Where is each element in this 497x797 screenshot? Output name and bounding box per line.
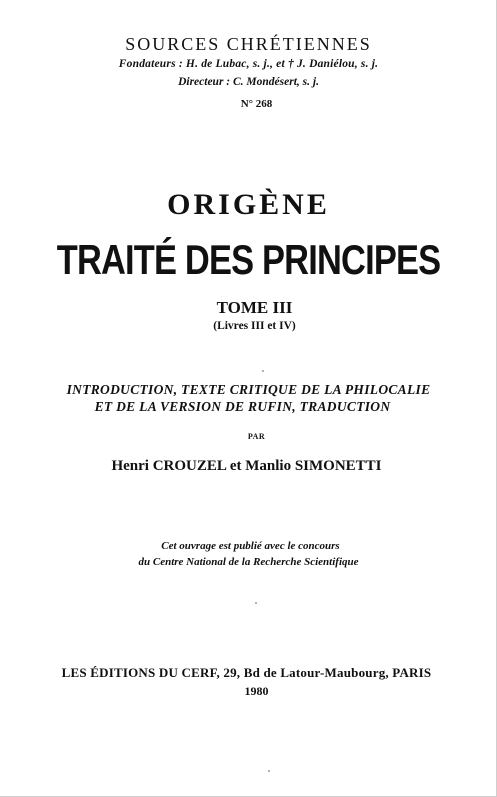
paper-speck	[268, 770, 270, 772]
notice-line-1: Cet ouvrage est publié avec le concours	[161, 540, 340, 552]
author-name: ORIGÈNE	[167, 188, 330, 221]
intro-line-2: ET DE LA VERSION DE RUFIN, TRADUCTION	[94, 399, 391, 414]
editors-line: Henri CROUZEL et Manlio SIMONETTI	[111, 458, 382, 474]
founders-line: Fondateurs : H. de Lubac, s. j., et † J. Daniélou, s. j.	[118, 58, 379, 70]
notice-line-2: du Centre National de la Recherche Scientifique	[138, 556, 359, 568]
publisher-line: LES ÉDITIONS DU CERF, 29, Bd de Latour-Maubourg, PARIS	[61, 665, 432, 680]
publication-year: 1980	[244, 684, 269, 698]
books-label: (Livres III et IV)	[213, 320, 296, 332]
series-title: SOURCES CHRÉTIENNES	[125, 34, 372, 54]
paper-speck	[262, 370, 264, 372]
par-label: PAR	[247, 432, 266, 441]
director-line: Directeur : C. Mondésert, s. j.	[178, 76, 319, 88]
book-title: TRAITÉ DES PRINCIPES	[56, 236, 441, 283]
volume-number: N° 268	[240, 98, 273, 110]
paper-speck	[255, 602, 257, 604]
intro-line-1: INTRODUCTION, TEXTE CRITIQUE DE LA PHILOCALIE	[66, 382, 431, 397]
tome-label: TOME III	[216, 298, 293, 317]
